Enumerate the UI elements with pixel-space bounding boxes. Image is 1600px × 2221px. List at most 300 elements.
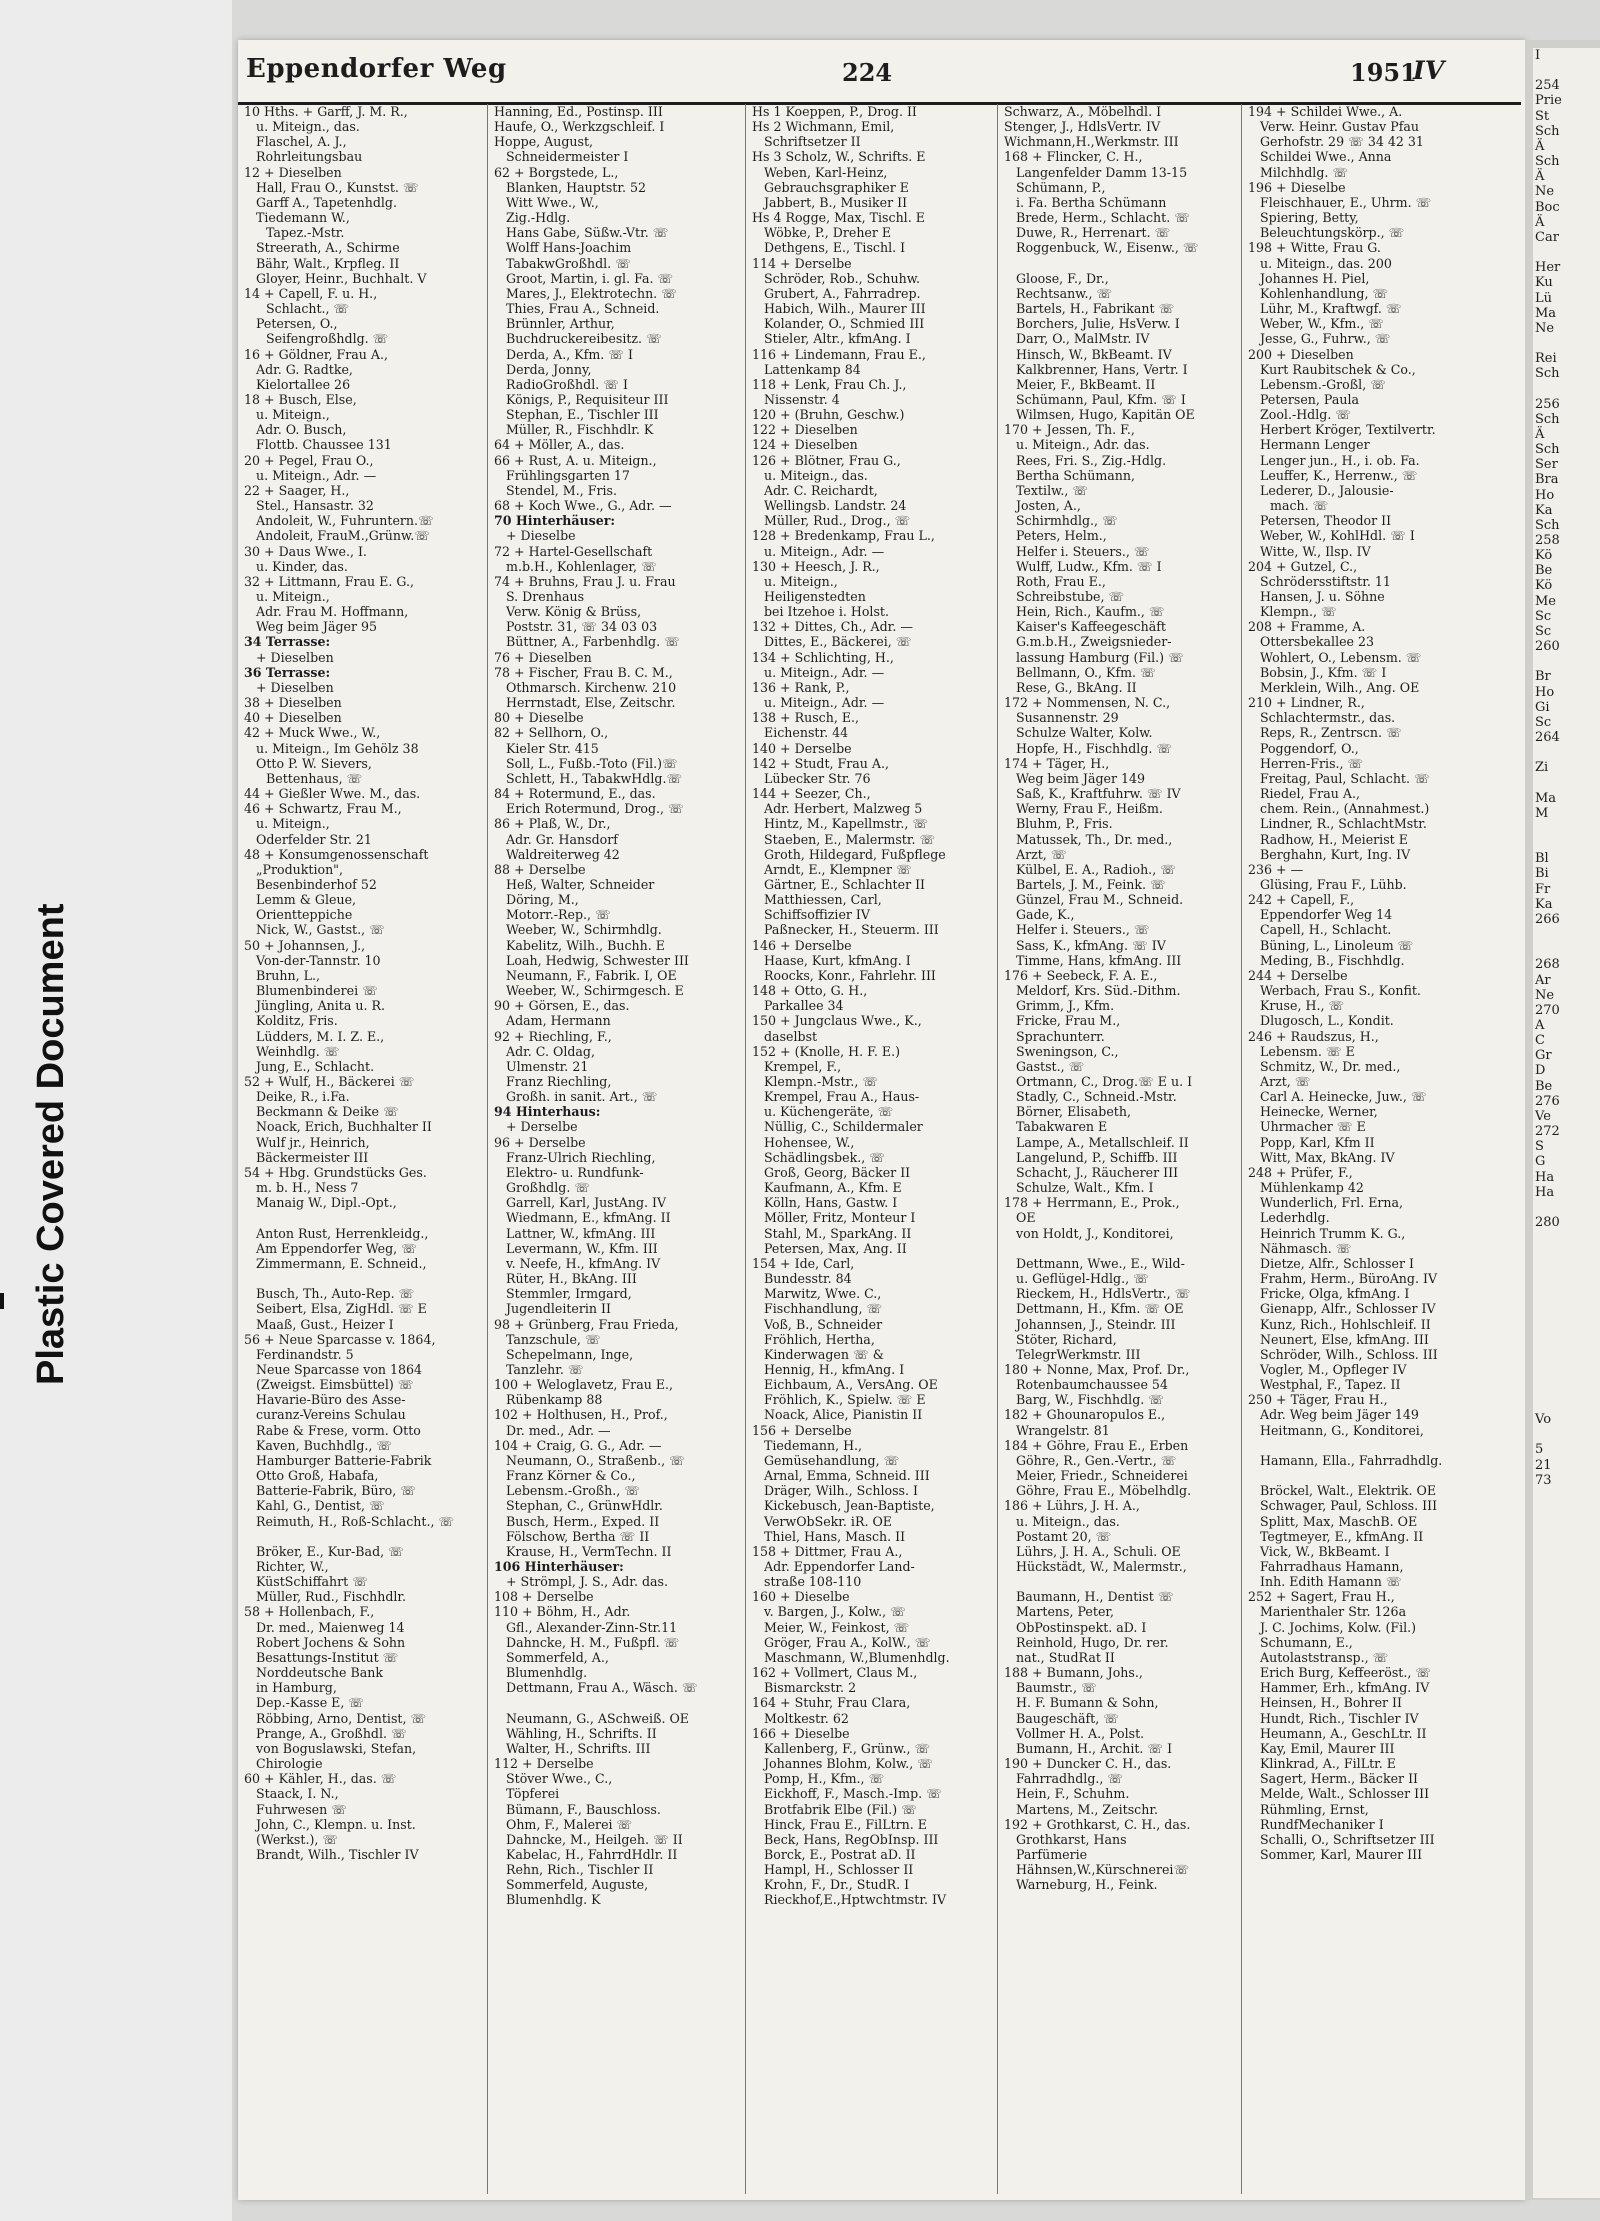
directory-entry-line: Rohrleitungsbau xyxy=(256,149,363,165)
adjacent-page-fragment-line xyxy=(1533,1397,1600,1412)
adjacent-page-fragment-line: Ne xyxy=(1535,320,1555,336)
directory-entry-line: Hampl, H., Schlosser II xyxy=(764,1862,914,1878)
directory-entry-line: 140 + Derselbe xyxy=(752,740,852,756)
directory-entry-line: Reinhold, Hugo, Dr. rer. xyxy=(1016,1634,1169,1650)
adjacent-page-fragment-line: Zi xyxy=(1535,760,1549,776)
directory-column-5 xyxy=(1241,104,1492,2194)
directory-entry-line: Autolaststransp., ☏ xyxy=(1260,1649,1389,1665)
directory-entry-line: Marwitz, Wwe. C., xyxy=(764,1286,882,1302)
directory-entry-line: Stenger, J., HdlsVertr. IV xyxy=(1004,119,1161,135)
adjacent-page-fragment-line xyxy=(1533,1336,1600,1351)
directory-entry-line: Noack, Alice, Pianistin II xyxy=(764,1407,923,1423)
directory-entry-line: Bümann, F., Bauschloss. xyxy=(506,1801,661,1817)
adjacent-page-fragment-line: I xyxy=(1535,48,1541,63)
directory-entry-line: 132 + Dittes, Ch., Adr. — xyxy=(752,619,913,635)
directory-entry-line: Grimm, J., Kfm. xyxy=(1016,998,1115,1014)
directory-entry-line: 70 Hinterhäuser: xyxy=(494,513,616,529)
directory-entry-line xyxy=(1004,256,1240,271)
directory-column-4 xyxy=(997,104,1240,2194)
directory-entry-line: 56 + Neue Sparcasse v. 1864, xyxy=(244,1331,436,1347)
directory-entry-line: Besattungs-Institut ☏ xyxy=(256,1649,399,1665)
directory-entry-line: Ortmann, C., Drog.☏ E u. I xyxy=(1016,1074,1193,1089)
directory-entry-line: Gloose, F., Dr., xyxy=(1016,270,1109,286)
directory-entry-line: Neumann, G., ASchweiß. OE xyxy=(506,1710,689,1726)
directory-entry-line: Kölln, Hans, Gastw. I xyxy=(764,1195,898,1211)
directory-entry-line: Schlacht., ☏ xyxy=(266,301,350,317)
directory-entry-line: Wellingsb. Landstr. 24 xyxy=(764,498,907,514)
directory-entry-line: Busch, Th., Auto-Rep. ☏ xyxy=(256,1286,415,1302)
directory-entry-line: Grothkarst, Hans xyxy=(1016,1831,1127,1847)
adjacent-page-fragment-line: Br xyxy=(1535,669,1551,685)
directory-entry-line: S. Drenhaus xyxy=(506,589,585,604)
directory-entry-line: 142 + Studt, Frau A., xyxy=(752,755,890,771)
directory-entry-line: 36 Terrasse: xyxy=(244,664,331,680)
directory-column-2 xyxy=(487,104,744,2194)
directory-entry-line: 210 + Lindner, R., xyxy=(1248,695,1365,711)
directory-entry-line: Töpferei xyxy=(506,1786,560,1802)
directory-entry-line: Prange, A., Großhdl. ☏ xyxy=(256,1725,407,1741)
adjacent-page-fragment-line: Ser xyxy=(1535,457,1558,473)
directory-entry-line: u. Miteign., Adr. das. xyxy=(1016,437,1150,453)
directory-entry-line: Ottersbekallee 23 xyxy=(1260,634,1375,650)
directory-entry-line: Johannsen, J., Steindr. III xyxy=(1016,1316,1176,1332)
adjacent-page-fragment-line xyxy=(1533,1276,1600,1291)
directory-entry-line: Külbel, E. A., Radioh., ☏ xyxy=(1016,861,1176,877)
directory-entry-line: Splitt, Max, MaschB. OE xyxy=(1260,1513,1418,1529)
directory-entry-line: Adr. G. Radtke, xyxy=(256,361,353,377)
directory-entry-line: Flaschel, A. J., xyxy=(256,134,347,150)
directory-entry-line: mach. ☏ xyxy=(1270,498,1329,514)
adjacent-page-fragment-line xyxy=(1533,63,1600,78)
directory-entry-line: Eickhoff, F., Masch.-Imp. ☏ xyxy=(764,1786,942,1802)
directory-entry-line: Marienthaler Str. 126a xyxy=(1260,1604,1407,1620)
directory-entry-line: 246 + Raudszus, H., xyxy=(1248,1028,1379,1044)
directory-entry-line: Deike, R., i.Fa. xyxy=(256,1089,350,1105)
directory-entry-line: Petersen, Theodor II xyxy=(1260,513,1392,529)
directory-entry-line: Brotfabrik Elbe (Fil.) ☏ xyxy=(764,1801,917,1817)
directory-entry-line: Matthiessen, Carl, xyxy=(764,892,882,908)
directory-entry-line: Groß, Georg, Bäcker II xyxy=(764,1164,911,1180)
directory-entry-line: Nähmasch. ☏ xyxy=(1260,1240,1352,1256)
directory-entry-line: Dr. med., Maienweg 14 xyxy=(256,1619,405,1635)
directory-entry-line: 50 + Johannsen, J., xyxy=(244,937,366,953)
directory-entry-line: chem. Rein., (Annahmest.) xyxy=(1260,801,1430,817)
directory-entry-line: Glüsing, Frau F., Lühb. xyxy=(1260,876,1407,892)
directory-entry-line: Fahrradhdlg., ☏ xyxy=(1016,1771,1124,1787)
adjacent-page-fragment-line: Ä xyxy=(1535,214,1545,230)
directory-entry-line: Inh. Edith Hamann ☏ xyxy=(1260,1574,1402,1590)
directory-entry-line: Baumstr., ☏ xyxy=(1016,1680,1097,1696)
adjacent-page-fragment-line xyxy=(1533,1291,1600,1306)
adjacent-page-fragment-line: Fr xyxy=(1535,881,1551,897)
directory-entry-line: 148 + Otto, G. H., xyxy=(752,983,868,999)
directory-entry-line: Borchers, Julie, HsVerw. I xyxy=(1016,316,1180,332)
directory-entry-line: Am Eppendorfer Weg, ☏ xyxy=(256,1240,417,1256)
directory-entry-line: TelegrWerkmstr. III xyxy=(1016,1346,1141,1362)
directory-entry-line: Weinhdlg. ☏ xyxy=(256,1043,340,1059)
directory-entry-line: Adr. C. Oldag, xyxy=(506,1043,595,1059)
directory-entry-line: Stieler, Altr., kfmAng. I xyxy=(764,331,911,347)
directory-entry-line: (Zweigst. Eimsbüttel) ☏ xyxy=(256,1377,414,1393)
adjacent-page-fragment-line xyxy=(1533,1306,1600,1321)
directory-entry-line: Weber, W., Kfm., ☏ xyxy=(1260,316,1385,332)
directory-entry-line: 32 + Littmann, Frau E. G., xyxy=(244,573,414,589)
adjacent-page-fragment-line: Ka xyxy=(1535,502,1553,518)
directory-entry-line: Sommer, Karl, Maurer III xyxy=(1260,1846,1423,1862)
adjacent-page-fragment-line: Ve xyxy=(1535,1108,1551,1124)
directory-entry-line: Hammer, Erh., kfmAng. IV xyxy=(1260,1680,1430,1696)
directory-entry-line: Göhre, Frau E., Möbelhdlg. xyxy=(1016,1483,1192,1499)
adjacent-page-fragment-line xyxy=(1533,942,1600,957)
directory-entry-line: Bundesstr. 84 xyxy=(764,1271,852,1287)
directory-entry-line: Möller, Fritz, Monteur I xyxy=(764,1210,916,1226)
directory-entry-line: 66 + Rust, A. u. Miteign., xyxy=(494,452,657,468)
adjacent-page-fragment-line: 268 xyxy=(1535,957,1560,973)
directory-entry-line: Adr. Herbert, Malzweg 5 xyxy=(764,801,923,817)
directory-entry-line: Adr. Eppendorfer Land- xyxy=(764,1559,915,1574)
directory-entry-line: Bertha Schümann, xyxy=(1016,467,1135,483)
directory-entry-line: u. Geflügel-Hdlg., ☏ xyxy=(1016,1271,1149,1287)
directory-entry-line: 20 + Pegel, Frau O., xyxy=(244,452,374,468)
directory-entry-line: Garff A., Tapetenhdlg. xyxy=(256,194,397,210)
adjacent-page-fragment-line: Be xyxy=(1535,563,1553,579)
directory-entry-line: Schneidermeister I xyxy=(506,149,629,165)
adjacent-page-fragment-line xyxy=(1533,1367,1600,1382)
directory-entry-line: Schümann, P., xyxy=(1016,179,1106,195)
directory-entry-line: Otto P. W. Sievers, xyxy=(256,755,372,771)
directory-entry-line: Schulze Walter, Kolw. xyxy=(1016,725,1153,741)
directory-entry-line: Bismarckstr. 2 xyxy=(764,1680,857,1696)
directory-entry-line: Thies, Frau A., Schneid. xyxy=(506,301,660,317)
directory-entry-line: RadioGroßhdl. ☏ I xyxy=(506,376,628,392)
directory-entry-line: Wrangelstr. 81 xyxy=(1016,1422,1110,1438)
directory-entry-line: VerwObSekr. iR. OE xyxy=(764,1513,892,1529)
directory-entry-line: Hein, F., Schuhm. xyxy=(1016,1786,1130,1802)
directory-entry-line: Dethgens, E., Tischl. I xyxy=(764,240,906,256)
directory-entry-line: Kruse, H., ☏ xyxy=(1260,998,1345,1014)
directory-entry-line: Hans Gabe, Süßw.-Vtr. ☏ xyxy=(506,225,669,241)
directory-entry-line: Grubert, A., Fahrradrep. xyxy=(764,285,921,301)
directory-entry-line: Lattenkamp 84 xyxy=(764,361,861,377)
adjacent-page-fragment-line: D xyxy=(1535,1063,1546,1079)
directory-entry-line: Schalli, O., Schriftsetzer III xyxy=(1260,1831,1435,1847)
directory-entry-line: Meier, Friedr., Schneiderei xyxy=(1016,1468,1188,1484)
directory-entry-line: Weeber, W., Schirmgesch. E xyxy=(506,983,684,999)
directory-entry-line: Heitmann, G., Konditorei, xyxy=(1260,1422,1424,1438)
directory-entry-line: Lüdders, M. I. Z. E., xyxy=(256,1028,385,1044)
directory-entry-line: 184 + Göhre, Frau E., Erben xyxy=(1004,1437,1189,1453)
directory-entry-line: Jüngling, Anita u. R. xyxy=(256,998,385,1014)
directory-entry-line: Vick, W., BkBeamt. I xyxy=(1260,1543,1390,1559)
directory-entry-line: Kabelitz, Wilh., Buchh. E xyxy=(506,937,665,953)
adjacent-page-fragment-line: Sch xyxy=(1535,517,1560,533)
street-heading: Eppendorfer Weg xyxy=(246,54,507,84)
directory-entry-line: Hermann Lenger xyxy=(1260,437,1370,453)
directory-entry-line: Meier, W., Feinkost, ☏ xyxy=(764,1619,910,1635)
adjacent-page-fragment-line: Sch xyxy=(1535,366,1560,382)
directory-entry-line: Tabakwaren E xyxy=(1016,1119,1108,1135)
directory-entry-line: Lühr, M., Kraftwgf. ☏ xyxy=(1260,301,1402,317)
directory-entry-line: 12 + Dieselben xyxy=(244,164,342,180)
directory-entry-line: Robert Jochens & Sohn xyxy=(256,1634,406,1650)
directory-entry-line: Hs 3 Scholz, W., Schrifts. E xyxy=(752,149,926,165)
directory-entry-line: 150 + Jungclaus Wwe., K., xyxy=(752,1013,922,1029)
directory-entry-line: Verw. Heinr. Gustav Pfau xyxy=(1260,119,1419,135)
directory-entry-line: 16 + Göldner, Frau A., xyxy=(244,346,389,362)
directory-entry-line: 110 + Böhm, H., Adr. xyxy=(494,1604,631,1620)
directory-entry-line: Poststr. 31, ☏ 34 03 03 xyxy=(506,619,658,635)
directory-entry-line: Fahrradhaus Hamann, xyxy=(1260,1559,1404,1574)
directory-entry-line: Lindner, R., SchlachtMstr. xyxy=(1260,816,1427,832)
directory-entry-line: straße 108-110 xyxy=(764,1574,862,1590)
directory-entry-line: Rüter, H., BkAng. III xyxy=(506,1271,637,1287)
directory-entry-line: Erich Rotermund, Drog., ☏ xyxy=(506,801,684,817)
directory-entry-line: 118 + Lenk, Frau Ch. J., xyxy=(752,376,907,392)
directory-entry-line: Rechtsanw., ☏ xyxy=(1016,285,1113,301)
adjacent-page-fragment-line xyxy=(1533,654,1600,669)
directory-entry-line: Hintz, M., Kapellmstr., ☏ xyxy=(764,816,929,832)
directory-entry-line: Schlachtermstr., das. xyxy=(1260,710,1396,726)
directory-entry-line: Schepelmann, Inge, xyxy=(506,1346,634,1362)
adjacent-page-fragment-line xyxy=(1533,336,1600,351)
directory-entry-line: Bartels, H., Fabrikant ☏ xyxy=(1016,301,1175,317)
directory-entry-line: Petersen, Paula xyxy=(1260,391,1359,407)
directory-entry-line: Herren-Fris., ☏ xyxy=(1260,755,1364,771)
directory-entry-line: Saß, K., Kraftfuhrw. ☏ IV xyxy=(1016,786,1181,802)
directory-entry-line: Weg beim Jäger 149 xyxy=(1016,770,1146,786)
directory-entry-line: Paßnecker, H., Steuerm. III xyxy=(764,922,939,938)
directory-entry-line: 40 + Dieselben xyxy=(244,710,342,726)
directory-entry-line: Noack, Erich, Buchhalter II xyxy=(256,1119,432,1135)
directory-entry-line: 250 + Täger, Frau H., xyxy=(1248,1392,1388,1408)
directory-entry-line: Jung, E., Schlacht. xyxy=(256,1058,375,1074)
adjacent-page-fragment-line xyxy=(1533,836,1600,851)
directory-entry-line: 30 + Daus Wwe., I. xyxy=(244,543,367,559)
adjacent-page-fragment-line: Ho xyxy=(1535,684,1555,700)
directory-entry-line: 52 + Wulf, H., Bäckerei ☏ xyxy=(244,1074,415,1089)
adjacent-page-fragment-line: Ä xyxy=(1535,426,1545,442)
directory-entry-line: 120 + (Bruhn, Geschw.) xyxy=(752,407,905,423)
directory-entry-line: Hs 4 Rogge, Max, Tischl. E xyxy=(752,210,925,226)
directory-entry-line: Werbach, Frau S., Konfit. xyxy=(1260,983,1421,999)
directory-entry-line: Dahncke, H. M., Fußpfl. ☏ xyxy=(506,1634,680,1650)
directory-entry-line: H. F. Bumann & Sohn, xyxy=(1016,1695,1159,1711)
adjacent-page-fragment-line: Ä xyxy=(1535,138,1545,154)
directory-entry-line: Arzt, ☏ xyxy=(1260,1074,1311,1089)
directory-entry-line: Melde, Walt., Schlosser III xyxy=(1260,1786,1430,1802)
directory-entry-line: Bröckel, Walt., Elektrik. OE xyxy=(1260,1483,1437,1499)
directory-entry-line: Sass, K., kfmAng. ☏ IV xyxy=(1016,937,1166,953)
directory-entry-line xyxy=(244,1529,480,1544)
directory-entry-line: Sprachunterr. xyxy=(1016,1028,1105,1044)
directory-entry-line: Wohlert, O., Lebensm. ☏ xyxy=(1260,649,1422,665)
adjacent-page-fragment-line: 21 xyxy=(1535,1457,1552,1473)
directory-entry-line: Hamann, Ella., Fahrradhdlg. xyxy=(1260,1452,1443,1468)
directory-entry-line: Helfer i. Steuers., ☏ xyxy=(1016,543,1150,559)
directory-entry-line: Kay, Emil, Maurer III xyxy=(1260,1740,1395,1756)
directory-entry-line: Bartels, J. M., Feink. ☏ xyxy=(1016,876,1166,892)
directory-entry-line: Carl A. Heinecke, Juw., ☏ xyxy=(1260,1089,1427,1105)
directory-entry-line: Motorr.-Rep., ☏ xyxy=(506,907,611,923)
directory-entry-line: 194 + Schildei Wwe., A. xyxy=(1248,104,1403,119)
adjacent-page-fragment-line: Vo xyxy=(1535,1412,1552,1428)
directory-entry-line: Eichbaum, A., VersAng. OE xyxy=(764,1377,938,1393)
directory-entry-line: KüstSchiffahrt ☏ xyxy=(256,1574,368,1590)
directory-entry-line: Wulff, Ludw., Kfm. ☏ I xyxy=(1016,558,1162,574)
directory-entry-line: Bumann, H., Archit. ☏ I xyxy=(1016,1740,1173,1756)
directory-entry-line: Schmitz, W., Dr. med., xyxy=(1260,1058,1401,1074)
directory-entry-line: Müller, Rud., Drog., ☏ xyxy=(764,513,911,529)
directory-entry-line: 200 + Dieselben xyxy=(1248,346,1354,362)
directory-entry-line: Dräger, Wilh., Schloss. I xyxy=(764,1483,918,1499)
directory-entry-line: Krempel, Frau A., Haus- xyxy=(764,1089,920,1105)
directory-entry-line: Gfl., Alexander-Zinn-Str.11 xyxy=(506,1619,678,1635)
directory-entry-line: 102 + Holthusen, H., Prof., xyxy=(494,1407,668,1423)
directory-entry-line: 58 + Hollenbach, F., xyxy=(244,1604,375,1620)
directory-entry-line: 248 + Prüfer, F., xyxy=(1248,1164,1353,1180)
directory-entry-line: Freitag, Paul, Schlacht. ☏ xyxy=(1260,770,1430,786)
adjacent-page-fragment-line: Ha xyxy=(1535,1169,1555,1185)
directory-entry-line: Petersen, Max, Ang. II xyxy=(764,1240,907,1256)
directory-entry-line: Rieckhof,E.,Hptwchtmstr. IV xyxy=(764,1892,947,1908)
directory-entry-line: Schiffsoffizier IV xyxy=(764,907,870,923)
directory-entry-line: Reps, R., Zentrscn. ☏ xyxy=(1260,725,1402,741)
scanner-margin xyxy=(0,0,232,2221)
directory-entry-line: 82 + Sellhorn, O., xyxy=(494,725,609,741)
directory-entry-line: Garrell, Karl, JustAng. IV xyxy=(506,1195,667,1211)
directory-entry-line: Dr. med., Adr. — xyxy=(506,1422,611,1438)
directory-entry-line: 64 + Möller, A., das. xyxy=(494,437,625,453)
directory-entry-line: Fleischhauer, E., Uhrm. ☏ xyxy=(1260,194,1432,210)
directory-entry-line: Staack, I. N., xyxy=(256,1786,339,1802)
directory-entry-line: ObPostinspekt. aD. I xyxy=(1016,1619,1147,1635)
directory-entry-line: 138 + Rusch, E., xyxy=(752,710,860,726)
directory-entry-line: Schädlingsbek., ☏ xyxy=(764,1149,885,1165)
directory-entry-line: Schreibstube, ☏ xyxy=(1016,589,1125,604)
directory-entry-line: Ferdinandstr. 5 xyxy=(256,1346,354,1362)
directory-entry-line: Loah, Hedwig, Schwester III xyxy=(506,952,689,968)
adjacent-page-fragment-line xyxy=(1533,1427,1600,1442)
directory-entry-line: Kohlenhandlung, ☏ xyxy=(1260,285,1389,301)
directory-entry-line: 112 + Derselbe xyxy=(494,1756,594,1772)
directory-entry-line: 244 + Derselbe xyxy=(1248,967,1348,983)
directory-entry-line: Milchhdlg. ☏ xyxy=(1260,164,1349,180)
directory-entry-line: Richter, W., xyxy=(256,1559,329,1574)
directory-entry-line: Krohn, F., Dr., StudR. I xyxy=(764,1877,910,1893)
directory-entry-line: 94 Hinterhaus: xyxy=(494,1104,601,1120)
directory-entry-line: Neue Sparcasse von 1864 xyxy=(256,1361,423,1377)
directory-entry-line: Dietze, Alfr., Schlosser I xyxy=(1260,1255,1414,1271)
directory-entry-line: Arnal, Emma, Schneid. III xyxy=(764,1468,930,1484)
adjacent-page-fragment-line: St xyxy=(1535,108,1550,124)
directory-entry-line: m.b.H., Kohlenlager, ☏ xyxy=(506,558,657,574)
directory-entry-line: Kunz, Rich., Hohlschleif. II xyxy=(1260,1316,1431,1332)
directory-entry-line: Orientteppiche xyxy=(256,907,353,923)
directory-entry-line: Hopfe, H., Fischhdlg. ☏ xyxy=(1016,740,1173,756)
directory-entry-line: Rees, Fri. S., Zig.-Hdlg. xyxy=(1016,452,1167,468)
directory-entry-line: Dlugosch, L., Kondit. xyxy=(1260,1013,1394,1029)
directory-entry-line: Heinsen, H., Bohrer II xyxy=(1260,1695,1402,1711)
directory-entry-line: Witt, Max, BkAng. IV xyxy=(1260,1149,1395,1165)
directory-entry-line: Bobsin, J., Kfm. ☏ I xyxy=(1260,664,1387,680)
directory-entry-line: Kaven, Buchhdlg., ☏ xyxy=(256,1437,393,1453)
directory-entry-line: bei Itzehoe i. Holst. xyxy=(764,604,889,620)
directory-entry-line: Merklein, Wilh., Ang. OE xyxy=(1260,679,1420,695)
directory-entry-line: Schacht, J., Räucherer III xyxy=(1016,1164,1179,1180)
directory-entry-line: Rühmling, Ernst, xyxy=(1260,1801,1369,1817)
directory-entry-line: Stephan, C., GrünwHdlr. xyxy=(506,1498,663,1514)
directory-column-3 xyxy=(745,104,996,2194)
adjacent-page-fragment-line: Sc xyxy=(1535,608,1552,624)
directory-entry-line: 114 + Derselbe xyxy=(752,255,852,271)
directory-entry-line: Gade, K., xyxy=(1016,907,1075,923)
directory-entry-line: Anton Rust, Herrenkleidg., xyxy=(256,1225,429,1241)
directory-entry-line: von Holdt, J., Konditorei, xyxy=(1016,1225,1174,1241)
directory-entry-line: Seibert, Elsa, ZigHdl. ☏ E xyxy=(256,1301,427,1317)
directory-entry-line: Lenger jun., H., i. ob. Fa. xyxy=(1260,452,1420,468)
directory-entry-line: Schröder, Wilh., Schloss. III xyxy=(1260,1346,1438,1362)
directory-entry-line: Habich, Wilh., Maurer III xyxy=(764,301,926,317)
directory-entry-line: 172 + Nommensen, N. C., xyxy=(1004,695,1171,711)
adjacent-page-fragment-line xyxy=(1533,245,1600,260)
directory-entry-line: Otto Groß, Habafa, xyxy=(256,1468,379,1484)
directory-entry-line: John, C., Klempn. u. Inst. xyxy=(256,1816,416,1832)
directory-entry-line: Kolditz, Fris. xyxy=(256,1013,338,1029)
directory-entry-line: 174 + Täger, H., xyxy=(1004,755,1110,771)
directory-entry-line: Gienapp, Alfr., Schlosser IV xyxy=(1260,1301,1436,1317)
directory-entry-line: Reimuth, H., Roß-Schlacht., ☏ xyxy=(256,1513,455,1529)
directory-entry-line: Moltkestr. 62 xyxy=(764,1710,849,1726)
directory-entry-line: 122 + Dieselben xyxy=(752,422,858,438)
directory-entry-line: 242 + Capell, F., xyxy=(1248,892,1355,908)
directory-entry-line: Lebensm.-Großh., ☏ xyxy=(506,1483,641,1499)
directory-entry-line: Kinderwagen ☏ & xyxy=(764,1346,884,1362)
adjacent-page-fragment-line: Bi xyxy=(1535,866,1549,882)
directory-entry-line: Franz-Ulrich Riechling, xyxy=(506,1149,656,1165)
directory-entry-line: Hamburger Batterie-Fabrik xyxy=(256,1452,432,1468)
directory-entry-line: Kahl, G., Dentist, ☏ xyxy=(256,1498,385,1514)
directory-entry-line: 166 + Dieselbe xyxy=(752,1725,850,1741)
directory-entry-line: u. Miteign., Adr. — xyxy=(764,543,885,559)
adjacent-page-fragment-line: 258 xyxy=(1535,533,1560,548)
adjacent-page-fragment-line: Sc xyxy=(1535,623,1552,639)
directory-entry-line: Levermann, W., Kfm. III xyxy=(506,1240,658,1256)
directory-entry-line: 42 + Muck Wwe., W., xyxy=(244,725,381,741)
directory-entry-line: Dettmann, H., Kfm. ☏ OE xyxy=(1016,1301,1184,1317)
directory-entry-line: 154 + Ide, Carl, xyxy=(752,1255,855,1271)
directory-entry-line: u. Miteign., das. 200 xyxy=(1260,255,1392,271)
directory-entry-line: Heinecke, Werner, xyxy=(1260,1104,1378,1120)
adjacent-page-fragment-line: Ka xyxy=(1535,896,1553,912)
directory-entry-line: u. Miteign., das. xyxy=(256,119,360,135)
directory-entry-line: Schirmhdlg., ☏ xyxy=(1016,513,1118,529)
adjacent-page-fragment-line: Me xyxy=(1535,593,1557,609)
directory-entry-line: Andoleit, W., Fuhruntern.☏ xyxy=(256,513,434,529)
adjacent-page-fragment-line: Sch xyxy=(1535,154,1560,170)
directory-entry-line: 136 + Rank, P., xyxy=(752,679,850,695)
directory-entry-line: Werny, Frau F., Heißm. xyxy=(1016,801,1163,817)
directory-entry-line: Weg beim Jäger 95 xyxy=(256,619,378,635)
directory-entry-line: 134 + Schlichting, H., xyxy=(752,649,894,665)
directory-entry-line: + Strömpl, J. S., Adr. das. xyxy=(506,1574,668,1590)
directory-entry-line: Riedel, Frau A., xyxy=(1260,786,1360,802)
directory-entry-line: Schwager, Paul, Schloss. III xyxy=(1260,1498,1438,1514)
directory-entry-line: Neumann, O., Straßenb., ☏ xyxy=(506,1452,685,1468)
directory-entry-line xyxy=(244,1271,480,1286)
directory-entry-line: Langenfelder Damm 13-15 xyxy=(1016,164,1188,180)
directory-entry-line: Rotenbaumchaussee 54 xyxy=(1016,1377,1168,1393)
directory-entry-line: 60 + Kähler, H., das. ☏ xyxy=(244,1771,397,1787)
